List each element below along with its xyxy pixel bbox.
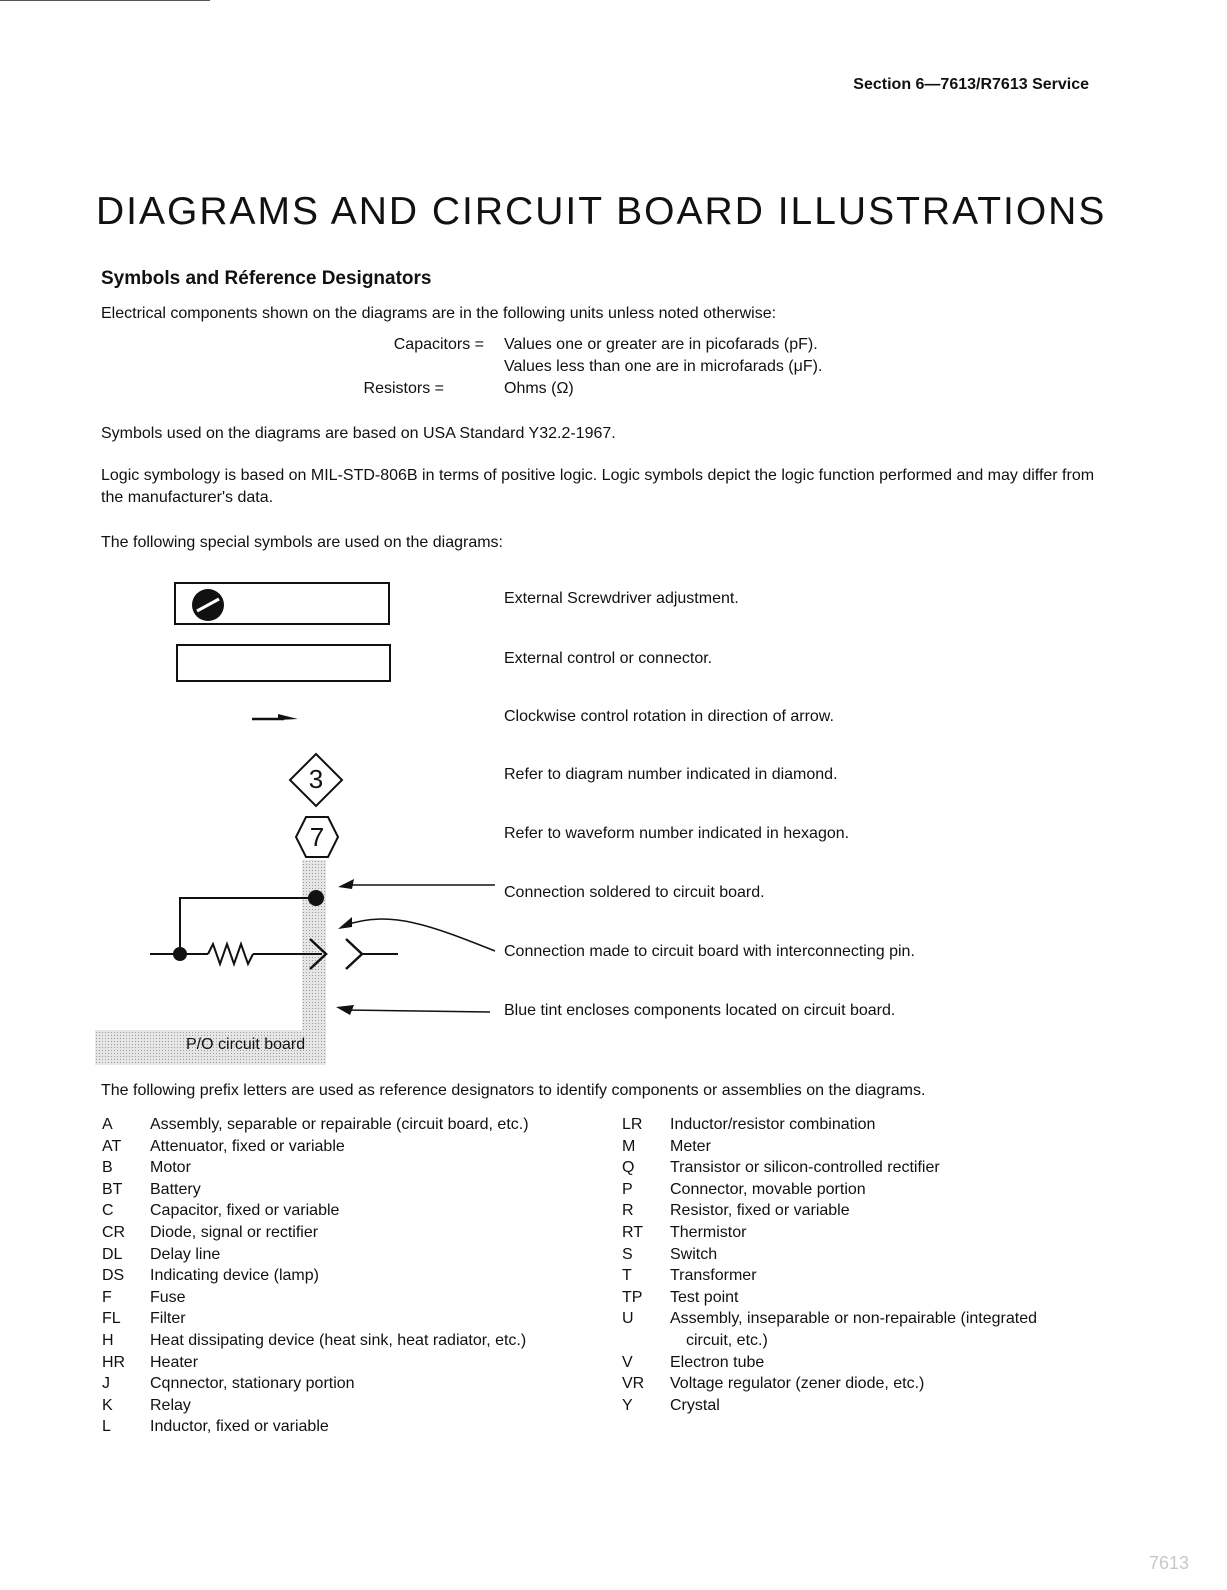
designator-code: DL [102,1245,123,1263]
designator-code: J [102,1375,110,1393]
designator-code: B [102,1159,113,1177]
designator-description: Motor [150,1159,191,1177]
designator-row [102,1136,602,1158]
designator-code: RT [622,1223,644,1241]
designator-description: Indicating device (lamp) [150,1267,319,1285]
designator-description: Fuse [150,1288,186,1306]
waveform-hexagon-icon [294,814,340,860]
clockwise-description: Clockwise control rotation in direction of arrow. [504,708,834,725]
designator-description: Resistor, fixed or variable [670,1202,850,1220]
designator-row [622,1395,1122,1417]
designator-code: T [622,1267,632,1285]
designator-description: Cqnnector, stationary portion [150,1375,355,1393]
designator-description: Capacitor, fixed or variable [150,1202,340,1220]
page-title: DIAGRAMS AND CIRCUIT BOARD ILLUSTRATIONS [96,190,1107,233]
designator-code: CR [102,1223,126,1241]
designator-row [622,1373,1122,1395]
designator-code: FL [102,1310,121,1328]
capacitors-value-1: Values one or greater are in picofarads (pF). [504,336,818,353]
designator-row [622,1244,1122,1266]
designator-row [622,1287,1122,1309]
screwdriver-slot-icon [190,587,226,623]
designator-code: LR [622,1116,643,1133]
screwdriver-adjustment-box [174,582,390,625]
designator-description: Inductor/resistor combination [670,1116,876,1133]
hexagon-number: 7 [309,822,325,852]
designator-row [102,1373,602,1395]
circuit-board-label: P/O circuit board [186,1036,306,1053]
top-rule [0,0,210,1]
designator-row [622,1265,1122,1287]
designator-code: L [102,1418,111,1436]
designator-description: Delay line [150,1245,221,1263]
designator-description: Transformer [670,1267,757,1285]
designator-code: M [622,1137,636,1155]
clockwise-arrow-icon [250,710,302,724]
symbols-standard-text: Symbols used on the diagrams are based on USA Standard Y32.2-1967. [101,425,616,442]
designator-row [102,1200,602,1222]
designator-code: V [622,1353,633,1371]
designators-left-column [102,1114,602,1438]
designator-row [102,1222,602,1244]
designator-description: Diode, signal or rectifier [150,1223,319,1241]
designator-row [102,1179,602,1201]
pin-description: Connection made to circuit board with interconnecting pin. [504,943,915,960]
designator-code: TP [622,1288,643,1306]
designator-code: R [622,1202,634,1220]
external-control-description: External control or connector. [504,650,713,667]
designator-description: Transistor or silicon-controlled rectifier [670,1159,940,1177]
designator-description: Voltage regulator (zener diode, etc.) [670,1375,925,1393]
diagram-diamond-icon [288,752,344,808]
designator-description: Assembly, separable or repairable (circuit board, etc.) [150,1116,529,1133]
designator-description: Battery [150,1180,201,1198]
designator-row [102,1157,602,1179]
designator-row [102,1352,602,1374]
designator-description: Heater [150,1353,199,1371]
designator-row [102,1287,602,1309]
designator-row [622,1179,1122,1201]
section-heading: Symbols and Réference Designators [101,268,432,289]
designator-row [622,1114,1122,1136]
logic-note: Logic symbology is based on MIL-STD-806B in terms of positive logic. Logic symbols depict the logic function performed and may differ from the manufacturer's data. [101,467,1095,506]
designator-code: S [622,1245,633,1263]
designator-description: Electron tube [670,1353,765,1371]
designator-description: Attenuator, fixed or variable [150,1137,345,1155]
external-control-box [176,644,391,682]
designator-code: HR [102,1353,126,1371]
designator-code: H [102,1331,114,1349]
designator-description: Meter [670,1137,711,1155]
designator-code: Q [622,1159,635,1177]
resistors-label: Resistors = [363,380,444,397]
diamond-description: Refer to diagram number indicated in diamond. [504,766,838,783]
capacitors-value-2: Values less than one are in microfarads (μF). [504,358,823,375]
designator-code: Y [622,1396,633,1414]
designator-code: F [102,1288,112,1306]
designator-description: Inductor, fixed or variable [150,1418,329,1436]
designator-row [622,1352,1122,1374]
designator-description: Assembly, inseparable or non-repairable (integrated circuit, etc.) [670,1310,1038,1349]
designator-row [102,1330,602,1352]
screwdriver-description: External Screwdriver adjustment. [504,590,739,607]
designator-description: Connector, movable portion [670,1180,866,1198]
designator-code: U [622,1310,634,1328]
designator-row [102,1395,602,1417]
designator-code: DS [102,1267,125,1285]
designator-description: Crystal [670,1396,720,1414]
special-symbols-intro: The following special symbols are used on the diagrams: [101,534,503,551]
capacitors-label: Capacitors = [393,336,484,353]
designator-row [622,1136,1122,1158]
blue-tint-description: Blue tint encloses components located on circuit board. [504,1002,896,1019]
section-header: Section 6—7613/R7613 Service [853,76,1089,93]
designator-row [102,1416,602,1438]
designator-description: Thermistor [670,1223,747,1241]
designator-code: C [102,1202,114,1220]
hexagon-description: Refer to waveform number indicated in hexagon. [504,825,850,842]
designator-row [622,1157,1122,1179]
soldered-description: Connection soldered to circuit board. [504,884,765,901]
resistor-icon [208,944,253,964]
page-number: 7613 [1148,1553,1189,1573]
designator-code: AT [102,1137,122,1155]
designator-row [622,1222,1122,1244]
designator-code: BT [102,1180,123,1198]
designators-right-column [622,1114,1122,1416]
intro-text: Electrical components shown on the diagrams are in the following units unless noted otherwise: [101,305,777,322]
designator-row [102,1114,602,1136]
solder-dot-icon [308,890,324,906]
designator-code: K [102,1396,113,1414]
diamond-number: 3 [308,764,324,794]
designator-row [622,1200,1122,1222]
designator-description: Heat dissipating device (heat sink, heat radiator, etc.) [150,1331,527,1349]
designator-code: A [102,1116,113,1133]
designator-description: Switch [670,1245,718,1263]
designator-description: Test point [670,1288,739,1306]
designator-row [102,1308,602,1330]
designator-code: P [622,1180,633,1198]
designator-code: VR [622,1375,645,1393]
designator-description: Filter [150,1310,186,1328]
designator-row [102,1265,602,1287]
designator-row [622,1308,1122,1351]
resistors-value: Ohms (Ω) [504,380,574,397]
designator-description: Relay [150,1396,191,1414]
designator-row [102,1244,602,1266]
prefix-intro: The following prefix letters are used as reference designators to identify components or assemblies on the diagrams. [101,1082,926,1099]
